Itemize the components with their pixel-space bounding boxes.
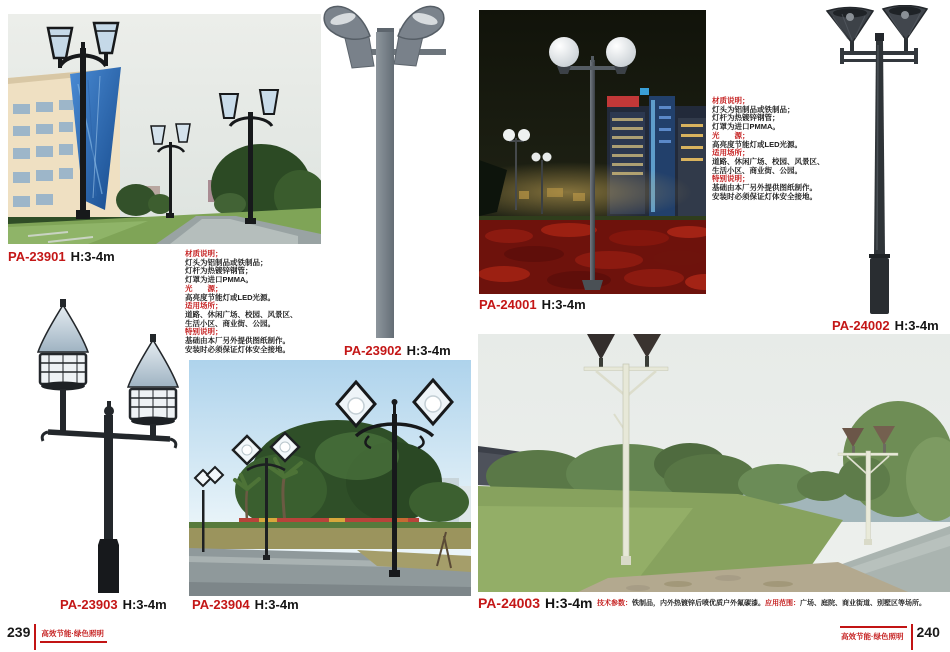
spec-line: 灯头为铝制品或铁制品； (185, 257, 268, 267)
product-code: PA-23904 (192, 597, 250, 612)
application-scope-text: 广场、庭院、商业街道、别墅区等场所。 (800, 600, 926, 607)
building (8, 67, 121, 228)
label-pa23904 (192, 597, 299, 612)
product-code: PA-23903 (60, 597, 118, 612)
footer-divider (911, 624, 913, 650)
lamp-illustration-pa24002 (770, 5, 950, 316)
product-code: PA-23901 (8, 249, 66, 264)
spec-line: 灯头为铝制品或铁制品； (712, 104, 795, 114)
product-code: PA-24002 (832, 318, 890, 333)
spec-line: 灯杆为热镀锌钢管； (712, 113, 780, 123)
spec-line: 灯罩为进口PMMA。 (712, 122, 780, 132)
tech-params-label: 技术参数： (597, 600, 632, 607)
spec-line: 灯杆为热镀锌钢管； (185, 266, 253, 276)
product-height: H:3-4m (406, 343, 451, 358)
application-scope-label: 应用范围： (765, 600, 800, 607)
hedge (189, 522, 471, 529)
tech-params-text: 铁制品，内外热镀锌后喷优质户外氟碳漆。 (632, 600, 765, 607)
spec-heading: 光 源； (185, 283, 223, 293)
pole (98, 401, 119, 593)
lamp-illustration-pa23903 (18, 295, 183, 595)
spec-line: 安装时必须保证灯体安全接地。 (712, 191, 817, 201)
product-code: PA-24003 (478, 595, 541, 611)
spec-line: 基础由本厂另外提供图纸制作。 (185, 336, 290, 346)
page-number-left: 239 (7, 624, 31, 640)
spec-line: 道路、休闲广场、校园、风景区、 (185, 309, 298, 319)
spec-line: 高亮度节能灯或LED光源。 (712, 139, 802, 149)
product-code: PA-24001 (479, 297, 537, 312)
product-height: H:3-4m (545, 595, 593, 611)
product-height: H:3-4m (122, 597, 167, 612)
product-height: H:3-4m (894, 318, 939, 333)
label-pa24003 (478, 595, 592, 611)
photo-pa24003 (478, 334, 950, 592)
spec-heading: 光 源； (712, 130, 750, 140)
spec-line: 生活小区、商业街、公园。 (185, 318, 275, 328)
spec-block-left (185, 250, 345, 354)
pa24003-technical-note (597, 599, 926, 608)
spec-line: 道路、休闲广场、校园、风景区、 (712, 156, 825, 166)
label-pa23902 (344, 343, 451, 358)
footer-right (840, 624, 940, 650)
photo-pa23901-scene (8, 14, 321, 244)
label-pa23901 (8, 249, 115, 264)
spec-heading: 材质说明； (712, 96, 750, 105)
photo-pa23904 (189, 360, 471, 596)
lamp-illustration-pa23902 (322, 4, 467, 342)
spec-heading: 特别说明； (185, 327, 223, 337)
page-number-right: 240 (916, 624, 940, 640)
spec-line: 安装时必须保证灯体安全接地。 (185, 344, 290, 354)
label-pa24001 (479, 297, 586, 312)
spec-heading: 材质说明； (185, 249, 223, 258)
head-left (324, 6, 374, 68)
label-pa24002 (832, 318, 939, 333)
spec-line: 灯罩为进口PMMA。 (185, 275, 253, 285)
head-left (38, 299, 88, 431)
pole (376, 28, 394, 338)
product-code: PA-23902 (344, 343, 402, 358)
footer-slogan-left: 高效节能·绿色照明 (40, 624, 107, 643)
product-height: H:3-4m (70, 249, 115, 264)
footer-divider (34, 624, 36, 650)
spec-line: 高亮度节能灯或LED光源。 (185, 292, 275, 302)
photo-pa24001 (479, 10, 706, 294)
photo-pa23901 (8, 14, 321, 244)
pole (869, 33, 890, 314)
product-height: H:3-4m (541, 297, 586, 312)
product-height: H:3-4m (254, 597, 299, 612)
spec-heading: 特别说明； (712, 174, 750, 184)
head-right (394, 6, 444, 66)
footer-left (7, 624, 107, 650)
head-right (128, 334, 178, 438)
spec-line: 基础由本厂另外提供图纸制作。 (712, 183, 817, 193)
label-pa23903 (60, 597, 167, 612)
footer-slogan-right: 高效节能·绿色照明 (840, 626, 907, 642)
head-left (827, 8, 873, 52)
spec-heading: 适用场所； (712, 148, 750, 158)
spec-line: 生活小区、商业街、公园。 (712, 165, 802, 175)
ground (189, 528, 471, 549)
spec-heading: 适用场所； (185, 301, 223, 311)
head-right (883, 6, 927, 52)
